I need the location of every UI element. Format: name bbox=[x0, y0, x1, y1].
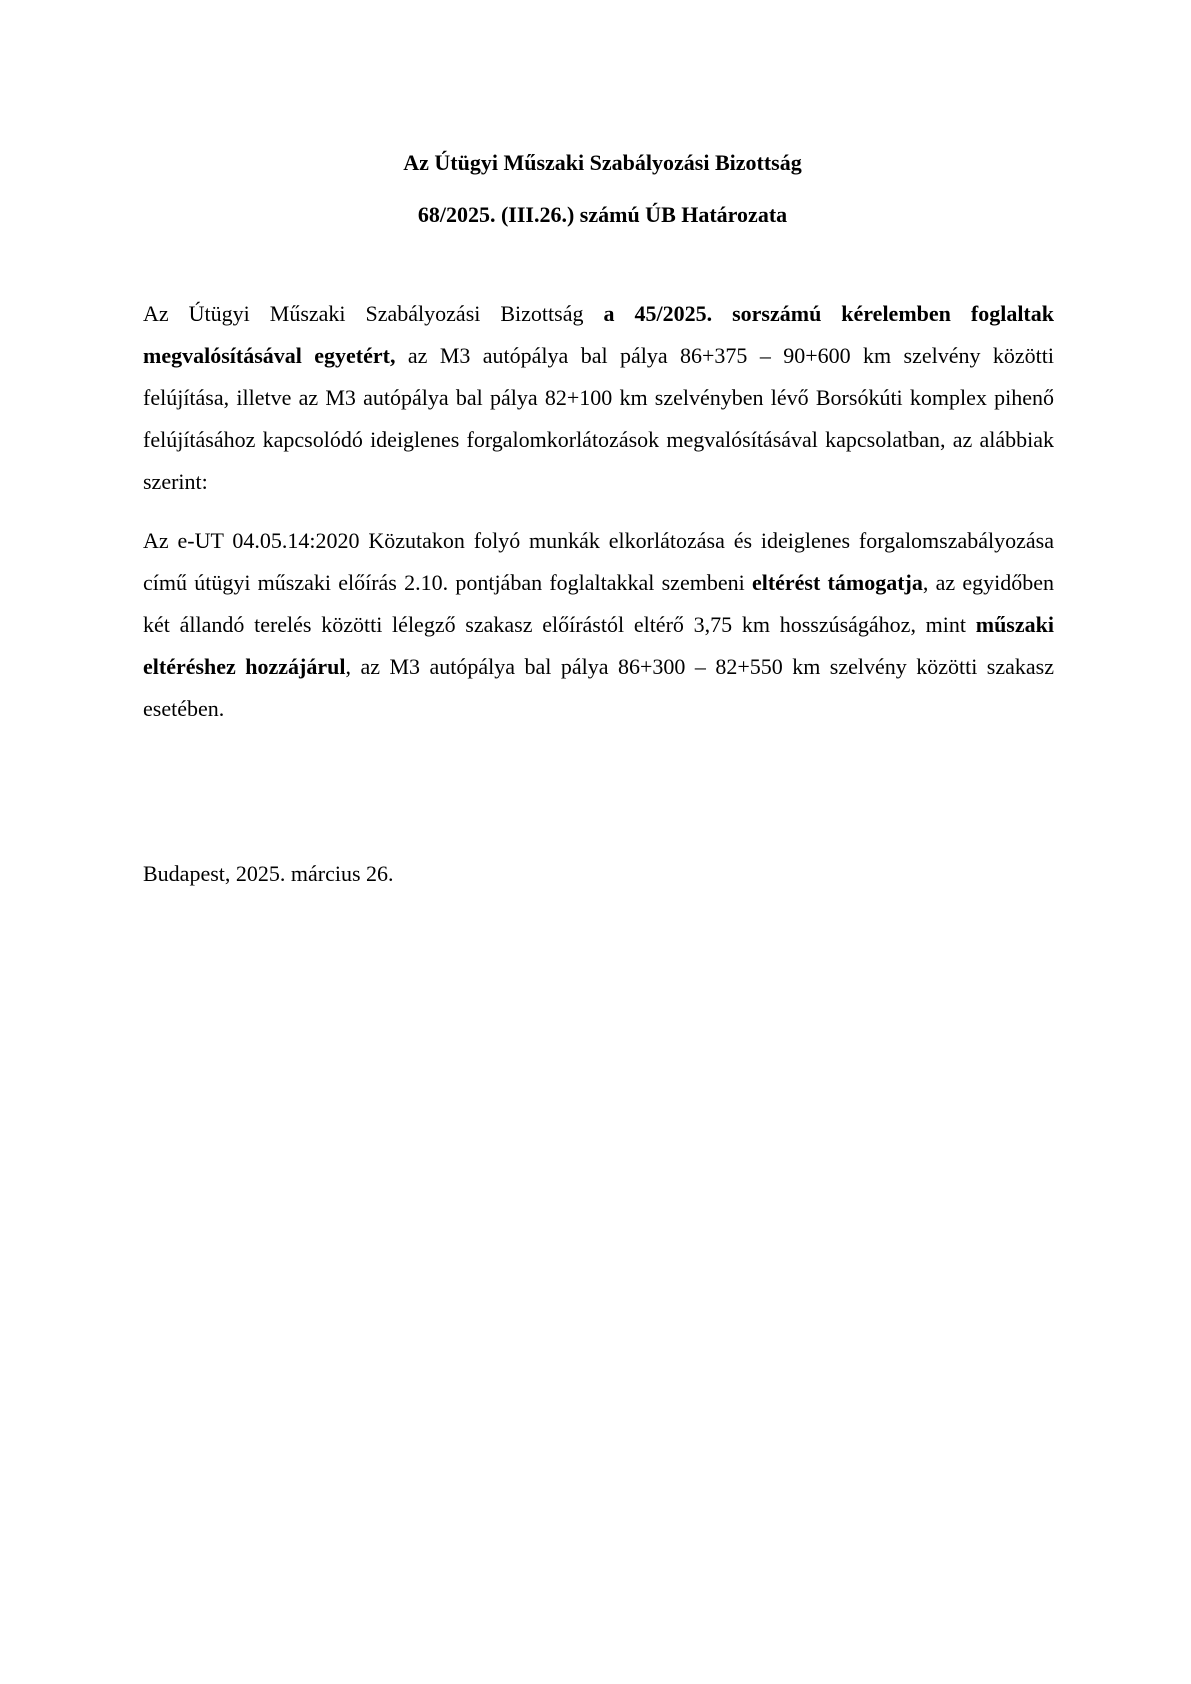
paragraph-deviation-bold-support: eltérést támogatja bbox=[751, 570, 923, 595]
title-line-committee: Az Útügyi Műszaki Szabályozási Bizottság bbox=[403, 150, 802, 175]
paragraph-decision-intro: Az Útügyi Műszaki Szabályozási Bizottság bbox=[143, 301, 604, 326]
paragraph-decision bbox=[143, 293, 1054, 503]
document-title bbox=[0, 137, 1191, 241]
paragraph-deviation-bold-consent: műszaki eltéréshez hozzájárul bbox=[143, 612, 1054, 679]
paragraph-deviation-end: , az M3 autópálya bal pálya 86+300 – 82+550 km szelvény közötti szakasz esetében. bbox=[143, 654, 1054, 721]
title-line-resolution-number: 68/2025. (III.26.) számú ÚB Határozata bbox=[417, 202, 788, 227]
paragraph-deviation bbox=[143, 520, 1054, 730]
paragraph-deviation-middle: , az egyidőben két állandó terelés közötti lélegző szakasz előírástól eltérő 3,75 km hosszúságához, mint bbox=[143, 570, 1054, 637]
paragraph-decision-body: az M3 autópálya bal pálya 86+375 – 90+600 km szelvény közötti felújítása, illetve az M3 autópálya bal pálya 82+100 km szelvényben lévő Borsókúti komplex pihenő felújításához kapcsolódó ideiglenes forgalomkorlátozások megvalósításával kapcsolatban, az alábbiak szerint: bbox=[143, 343, 1055, 494]
paragraph-decision-bold-approval: a 45/2025. sorszámú kérelemben foglaltak megvalósításával egyetért, bbox=[143, 301, 1054, 368]
place-and-date: Budapest, 2025. március 26. bbox=[143, 861, 394, 886]
paragraph-deviation-intro: Az e-UT 04.05.14:2020 Közutakon folyó munkák elkorlátozása és ideiglenes forgalomszabályozása című útügyi műszaki előírás 2.10. pontjában foglaltakkal szembeni bbox=[143, 528, 1054, 595]
